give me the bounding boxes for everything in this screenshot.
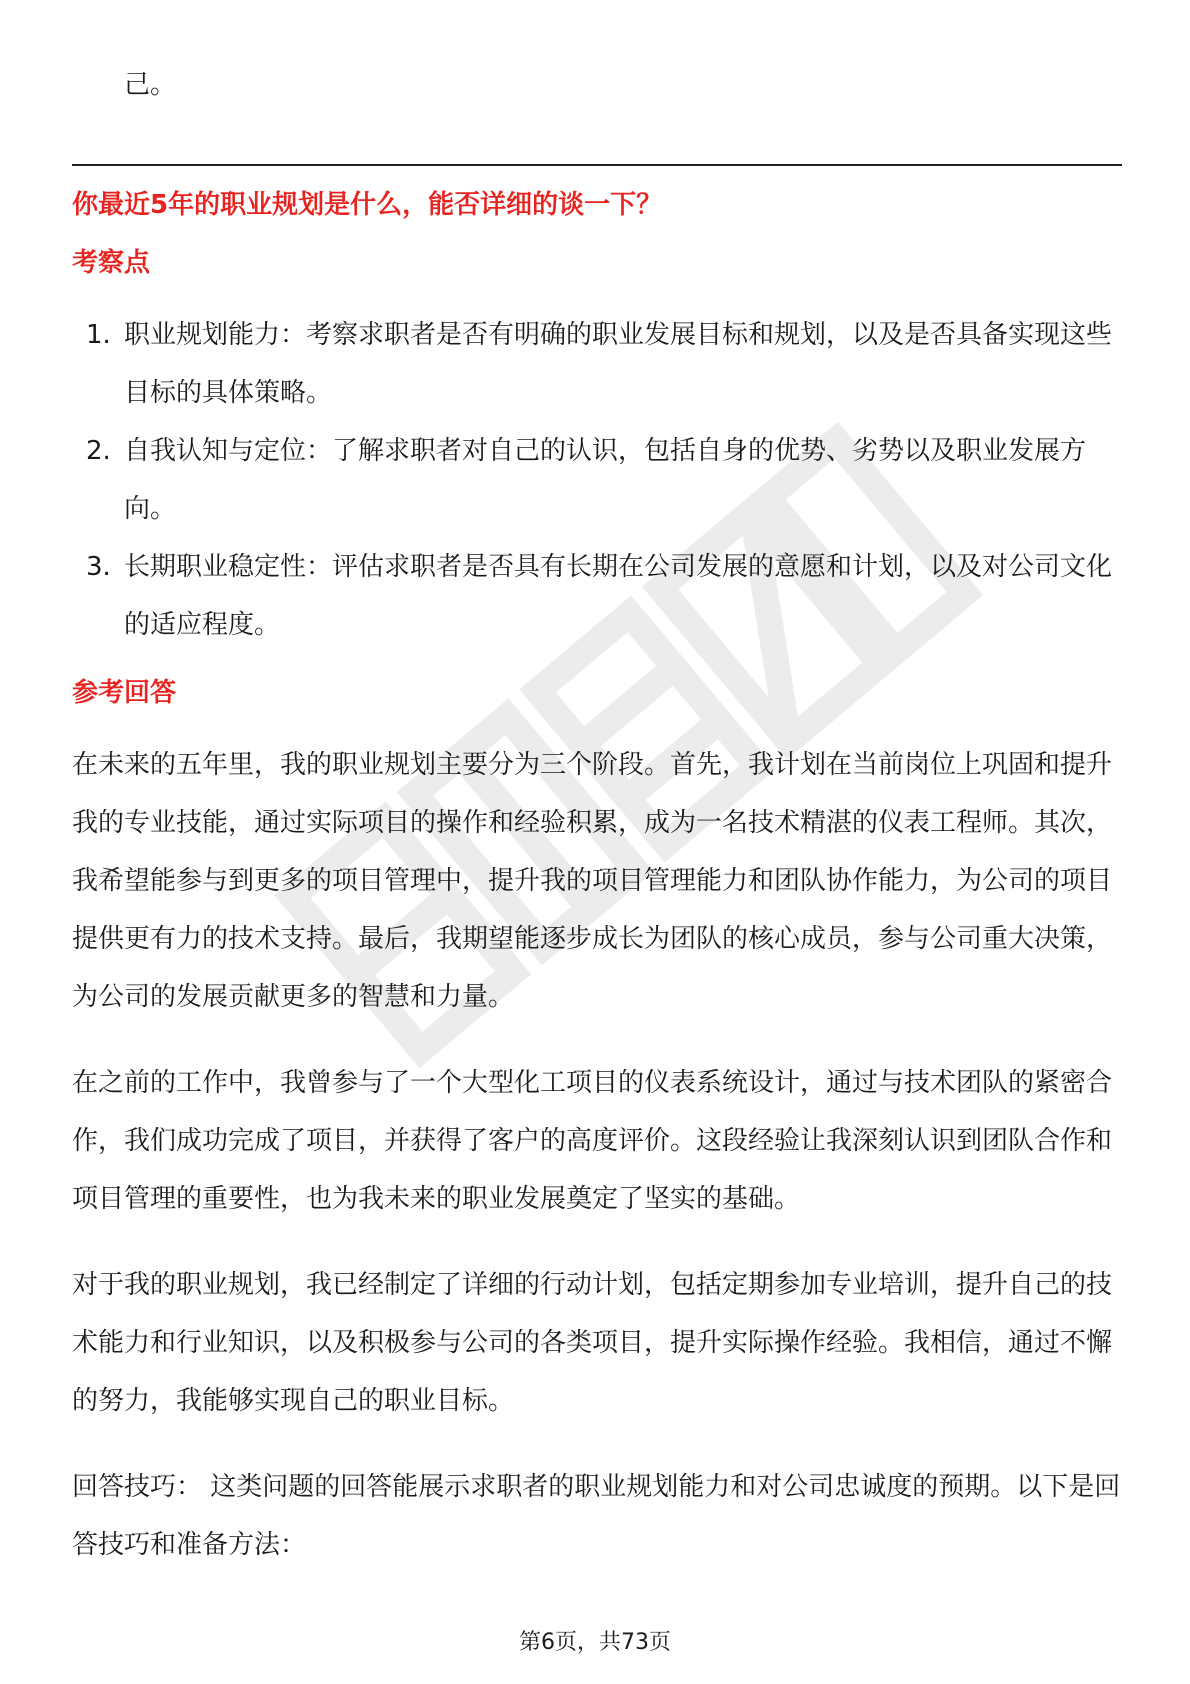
answer-paragraph: 在未来的五年里，我的职业规划主要分为三个阶段。首先，我计划在当前岗位上巩固和提升我的专业技能，通过实际项目的操作和经验积累，成为一名技术精湛的仪表工程师。其次，我希望能参与到更多的项目管理中，提升我的项目管理能力和团队协作能力，为公司的项目提供更有力的技术支持。最后，我期望能逐步成长为团队的核心成员，参与公司重大决策，为公司的发展贡献更多的智慧和力量。 <box>72 750 1113 1012</box>
section-divider <box>72 164 1122 166</box>
list-item <box>72 306 1122 422</box>
answer-heading: 参考回答 <box>72 678 177 708</box>
page-content <box>72 56 1122 1602</box>
tips-paragraph: 回答技巧： 这类问题的回答能展示求职者的职业规划能力和对公司忠诚度的预期。以下是回答技巧和准备方法： <box>72 1472 1121 1560</box>
list-item-number: 3. <box>86 552 111 582</box>
page-footer: 第6页，共73页 <box>519 1630 671 1655</box>
list-item <box>72 538 1122 654</box>
list-item-text: 职业规划能力：考察求职者是否有明确的职业发展目标和规划，以及是否具备实现这些目标的具体策略。 <box>124 320 1113 408</box>
list-item <box>72 422 1122 538</box>
continuation-text: 己。 <box>124 70 177 100</box>
list-item-text: 自我认知与定位：了解求职者对自己的认识，包括自身的优势、劣势以及职业发展方向。 <box>124 436 1087 524</box>
examine-points-list <box>72 306 1122 654</box>
list-item-number: 1. <box>86 320 111 350</box>
list-item-number: 2. <box>86 436 111 466</box>
examine-heading: 考察点 <box>72 248 151 278</box>
question-title: 你最近5年的职业规划是什么，能否详细的谈一下？ <box>72 190 663 220</box>
list-item-text: 长期职业稳定性：评估求职者是否具有长期在公司发展的意愿和计划，以及对公司文化的适应程度。 <box>124 552 1113 640</box>
answer-paragraph: 对于我的职业规划，我已经制定了详细的行动计划，包括定期参加专业培训，提升自己的技术能力和行业知识，以及积极参与公司的各类项目，提升实际操作经验。我相信，通过不懈的努力，我能够实现自己的职业目标。 <box>72 1270 1113 1416</box>
answer-paragraph: 在之前的工作中，我曾参与了一个大型化工项目的仪表系统设计，通过与技术团队的紧密合作，我们成功完成了项目，并获得了客户的高度评价。这段经验让我深刻认识到团队合作和项目管理的重要性，也为我未来的职业发展奠定了坚实的基础。 <box>72 1068 1113 1214</box>
